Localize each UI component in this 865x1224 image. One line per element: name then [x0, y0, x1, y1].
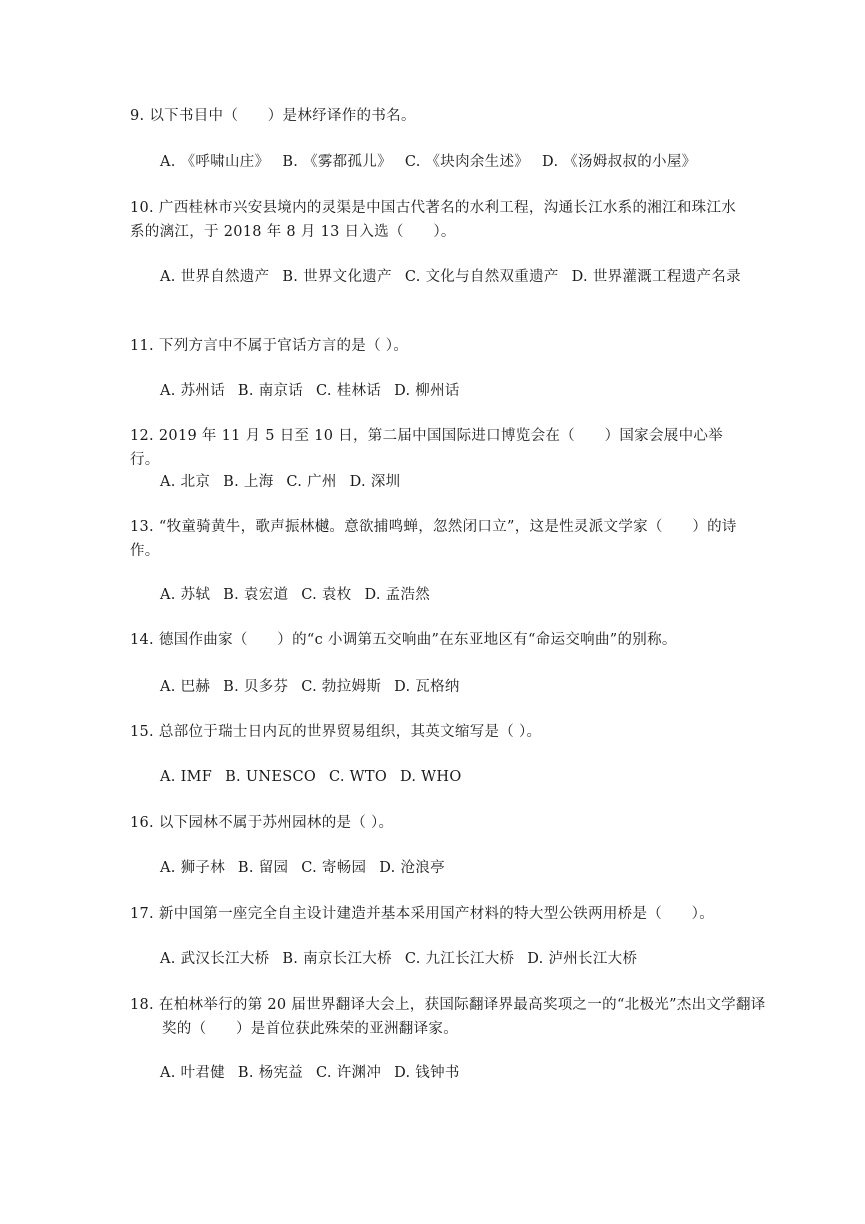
question-stem: 广西桂林市兴安县境内的灵渠是中国古代著名的水利工程，沟通长江水系的湘江和珠江水系的漓江，于 2018 年 8 月 13 日入选（ ）。	[130, 200, 737, 240]
option-d: D. 瓦格纳	[394, 679, 460, 695]
question-stem: 以下书目中（ ）是林纾译作的书名。	[149, 108, 416, 124]
options-16	[130, 856, 742, 880]
option-c: C. WTO	[328, 769, 388, 785]
options-15	[130, 765, 742, 789]
option-a: A. 苏轼	[160, 587, 211, 603]
option-c: C. 袁枚	[301, 587, 352, 603]
option-b: B. 南京长江大桥	[282, 951, 392, 967]
question-number: 15.	[130, 724, 154, 740]
question-17	[130, 902, 742, 926]
option-d: D. 钱钟书	[394, 1065, 460, 1081]
option-d: D. 沧浪亭	[379, 860, 445, 876]
option-a: A. 巴赫	[160, 679, 211, 695]
option-a: A. 狮子林	[160, 860, 225, 876]
question-11	[130, 334, 742, 358]
option-d: D. WHO	[399, 769, 462, 785]
question-number: 14.	[130, 632, 154, 648]
question-stem: 德国作曲家（ ）的“c 小调第五交响曲”在东亚地区有“命运交响曲”的别称。	[158, 632, 677, 648]
option-c: C. 九江长江大桥	[404, 951, 515, 967]
option-b: B. 上海	[223, 474, 274, 490]
option-a: A. 苏州话	[160, 383, 225, 399]
option-c: C. 桂林话	[316, 383, 382, 399]
option-c: C. 寄畅园	[301, 860, 367, 876]
option-b: B. 留园	[237, 860, 289, 876]
question-stem: 下列方言中不属于官话方言的是（ ）。	[158, 338, 409, 354]
question-number: 16.	[130, 815, 154, 831]
question-number: 9.	[130, 108, 145, 124]
option-b: B. UNESCO	[225, 769, 317, 785]
option-a: A. 世界自然遗产	[160, 269, 270, 285]
option-b: B. 贝多芬	[223, 679, 289, 695]
option-c: C. 《块肉余生述》	[404, 154, 530, 170]
question-stem: 2019 年 11 月 5 日至 10 日，第二届中国国际进口博览会在（ ）国家会展中心举行。	[130, 428, 723, 468]
option-b: B. 杨宪益	[237, 1065, 304, 1081]
option-c: C. 广州	[286, 474, 337, 490]
options-10	[130, 265, 742, 289]
question-9	[130, 104, 742, 128]
question-16	[130, 811, 742, 835]
options-11	[130, 379, 742, 403]
option-a: A. IMF	[160, 769, 213, 785]
question-number: 13.	[130, 519, 154, 535]
option-c: C. 许渊冲	[316, 1065, 382, 1081]
options-17	[130, 947, 742, 971]
option-b: B. 南京话	[237, 383, 304, 399]
question-number: 12.	[130, 428, 154, 444]
question-stem: “牧童骑黄牛，歌声振林樾。意欲捕鸣蝉，忽然闭口立”，这是性灵派文学家（ ）的诗作。	[130, 519, 737, 559]
option-d: D. 深圳	[349, 474, 401, 490]
question-18	[130, 993, 774, 1041]
option-a: A. 北京	[160, 474, 211, 490]
option-d: D. 《汤姆叔叔的小屋》	[542, 154, 697, 170]
question-number: 17.	[130, 906, 154, 922]
question-stem: 新中国第一座完全自主设计建造并基本采用国产材料的特大型公铁两用桥是（ ）。	[158, 906, 715, 922]
options-14	[130, 675, 742, 699]
option-d: D. 孟浩然	[364, 587, 431, 603]
question-13	[130, 515, 742, 563]
question-15	[130, 720, 742, 744]
option-d: D. 泸州长江大桥	[527, 951, 638, 967]
option-a: A. 叶君健	[160, 1065, 225, 1081]
option-b: B. 《雾都孤儿》	[282, 154, 392, 170]
options-9	[130, 150, 742, 174]
options-12	[130, 470, 742, 494]
options-13	[130, 583, 742, 607]
question-stem: 以下园林不属于苏州园林的是（ ）。	[158, 815, 394, 831]
options-18	[130, 1061, 742, 1085]
option-b: B. 世界文化遗产	[282, 269, 392, 285]
question-14	[130, 628, 742, 652]
option-d: D. 世界灌溉工程遗产名录	[571, 269, 741, 285]
option-c: C. 勃拉姆斯	[301, 679, 382, 695]
question-12	[130, 424, 742, 472]
option-d: D. 柳州话	[394, 383, 460, 399]
question-number: 18.	[130, 997, 154, 1013]
question-stem: 总部位于瑞士日内瓦的世界贸易组织，其英文缩写是（ ）。	[158, 724, 542, 740]
option-c: C. 文化与自然双重遗产	[404, 269, 559, 285]
question-stem: 在柏林举行的第 20 届世界翻译大会上，获国际翻译界最高奖项之一的“北极光”杰出文学翻译奖的（ ）是首位获此殊荣的亚洲翻译家。	[158, 997, 766, 1037]
question-10	[130, 196, 742, 244]
option-a: A. 《呼啸山庄》	[160, 154, 270, 170]
option-b: B. 袁宏道	[223, 587, 289, 603]
question-number: 10.	[130, 200, 154, 216]
option-a: A. 武汉长江大桥	[160, 951, 270, 967]
question-number: 11.	[130, 338, 154, 354]
